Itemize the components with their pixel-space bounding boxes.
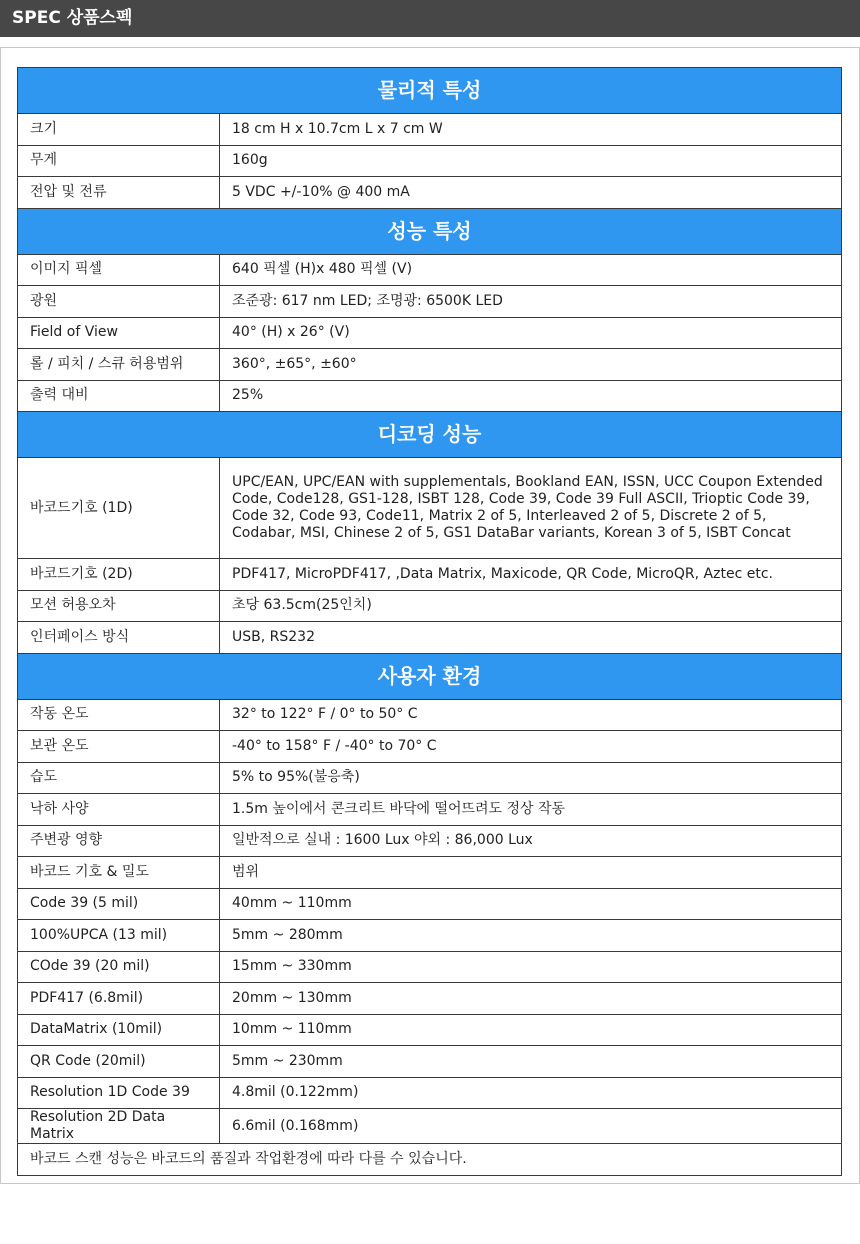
spec-label: 광원 <box>18 286 220 318</box>
spec-value: 4.8mil (0.122mm) <box>220 1077 842 1109</box>
spec-label: 출력 대비 <box>18 380 220 412</box>
spec-row <box>18 1077 842 1109</box>
spec-label: 100%UPCA (13 mil) <box>18 920 220 952</box>
spec-row <box>18 177 842 209</box>
spec-label: 바코드기호 (2D) <box>18 559 220 591</box>
spec-row <box>18 888 842 920</box>
spec-row <box>18 699 842 731</box>
spec-label: 전압 및 전류 <box>18 177 220 209</box>
spec-label: 습도 <box>18 762 220 794</box>
footnote: 바코드 스캔 성능은 바코드의 품질과 작업환경에 따라 다를 수 있습니다. <box>18 1144 842 1176</box>
spec-value: UPC/EAN, UPC/EAN with supplementals, Bookland EAN, ISSN, UCC Coupon Extended Code, Code128, GS1-128, ISBT 128, Code 39, Code 39 Full ASCII, Trioptic Code 39, Code 32, Code 93, Code11, Matrix 2 of 5, Interleaved 2 of 5, Discrete 2 of 5, Codabar, MSI, Chinese 2 of 5, GS1 DataBar variants, Korean 3 of 5, ISBT Concat <box>220 458 842 559</box>
section-title: 물리적 특성 <box>18 68 842 114</box>
spec-row <box>18 286 842 318</box>
spec-label: 인터페이스 방식 <box>18 622 220 654</box>
spec-row <box>18 1109 842 1144</box>
spec-table <box>17 67 842 1176</box>
spec-label: 이미지 픽셀 <box>18 254 220 286</box>
section-title: 성능 특성 <box>18 208 842 254</box>
spec-value: 360°, ±65°, ±60° <box>220 349 842 381</box>
spec-label: Field of View <box>18 317 220 349</box>
spec-row <box>18 622 842 654</box>
spec-label: Resolution 2D Data Matrix <box>18 1109 220 1144</box>
spec-row <box>18 317 842 349</box>
spec-row <box>18 951 842 983</box>
spec-row <box>18 731 842 763</box>
spec-row <box>18 114 842 146</box>
spec-label: 롤 / 피치 / 스큐 허용범위 <box>18 349 220 381</box>
spec-row <box>18 983 842 1015</box>
spec-label: 크기 <box>18 114 220 146</box>
spec-value: 1.5m 높이에서 콘크리트 바닥에 떨어뜨려도 정상 작동 <box>220 794 842 826</box>
spec-label: 모션 허용오차 <box>18 590 220 622</box>
spec-value: 범위 <box>220 857 842 889</box>
spec-value: 20mm ~ 130mm <box>220 983 842 1015</box>
spec-value: 10mm ~ 110mm <box>220 1014 842 1046</box>
spec-value: PDF417, MicroPDF417, ,Data Matrix, Maxicode, QR Code, MicroQR, Aztec etc. <box>220 559 842 591</box>
spec-value: 40mm ~ 110mm <box>220 888 842 920</box>
spec-label: 무게 <box>18 145 220 177</box>
spec-label: 보관 온도 <box>18 731 220 763</box>
section-header-environment <box>18 653 842 699</box>
spec-label: PDF417 (6.8mil) <box>18 983 220 1015</box>
page-header <box>0 0 860 37</box>
spec-row <box>18 380 842 412</box>
spec-row <box>18 762 842 794</box>
spec-value: USB, RS232 <box>220 622 842 654</box>
spec-label: Code 39 (5 mil) <box>18 888 220 920</box>
spec-value: 일반적으로 실내 : 1600 Lux 야외 : 86,000 Lux <box>220 825 842 857</box>
section-title: 디코딩 성능 <box>18 412 842 458</box>
section-header-physical <box>18 68 842 114</box>
spec-row <box>18 825 842 857</box>
spec-label: Resolution 1D Code 39 <box>18 1077 220 1109</box>
spec-row <box>18 1014 842 1046</box>
spec-row <box>18 857 842 889</box>
spec-label: 바코드기호 (1D) <box>18 458 220 559</box>
spec-label: 낙하 사양 <box>18 794 220 826</box>
spec-value: 32° to 122° F / 0° to 50° C <box>220 699 842 731</box>
spec-row <box>18 920 842 952</box>
spec-value: 5 VDC +/-10% @ 400 mA <box>220 177 842 209</box>
spec-label: 바코드 기호 & 밀도 <box>18 857 220 889</box>
spec-value: 조준광: 617 nm LED; 조명광: 6500K LED <box>220 286 842 318</box>
section-title: 사용자 환경 <box>18 653 842 699</box>
spec-value: 18 cm H x 10.7cm L x 7 cm W <box>220 114 842 146</box>
section-header-decoding <box>18 412 842 458</box>
spec-value: 5% to 95%(불응축) <box>220 762 842 794</box>
spec-value: 6.6mil (0.168mm) <box>220 1109 842 1144</box>
header-title: SPEC 상품스펙 <box>12 8 133 28</box>
spec-value: 초당 63.5cm(25인치) <box>220 590 842 622</box>
spec-value: 15mm ~ 330mm <box>220 951 842 983</box>
spec-value: 160g <box>220 145 842 177</box>
spec-label: QR Code (20mil) <box>18 1046 220 1078</box>
spec-label: DataMatrix (10mil) <box>18 1014 220 1046</box>
spec-label: COde 39 (20 mil) <box>18 951 220 983</box>
spec-value: 25% <box>220 380 842 412</box>
spec-value: 5mm ~ 230mm <box>220 1046 842 1078</box>
section-header-performance <box>18 208 842 254</box>
spec-row <box>18 145 842 177</box>
spec-row <box>18 1046 842 1078</box>
footnote-row <box>18 1144 842 1176</box>
spec-row <box>18 349 842 381</box>
spec-label: 주변광 영향 <box>18 825 220 857</box>
spec-value: 640 픽셀 (H)x 480 픽셀 (V) <box>220 254 842 286</box>
spec-value: 5mm ~ 280mm <box>220 920 842 952</box>
spec-label: 작동 온도 <box>18 699 220 731</box>
spec-row <box>18 559 842 591</box>
spec-row <box>18 254 842 286</box>
spec-row <box>18 458 842 559</box>
spec-value: -40° to 158° F / -40° to 70° C <box>220 731 842 763</box>
spec-row <box>18 590 842 622</box>
spec-row <box>18 794 842 826</box>
spec-value: 40° (H) x 26° (V) <box>220 317 842 349</box>
